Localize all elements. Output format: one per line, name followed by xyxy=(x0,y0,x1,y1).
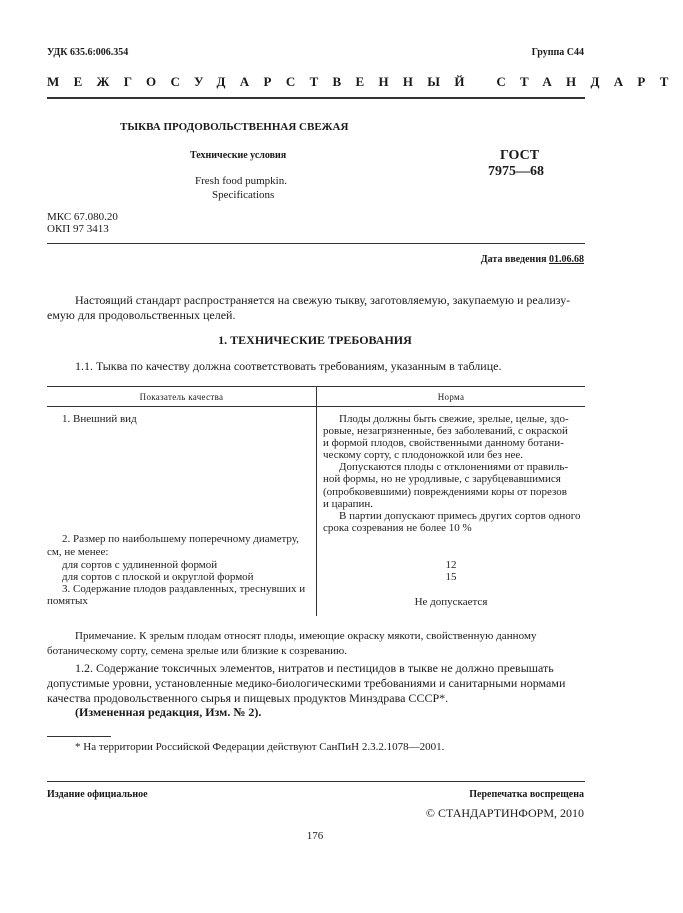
footer-rule xyxy=(47,781,585,782)
row2b-indicator: для сортов с плоской и округлой формой xyxy=(62,571,254,583)
english-title-line2: Specifications xyxy=(212,189,275,201)
mks-code: МКС 67.080.20 xyxy=(47,211,118,223)
row3-norm: Не допускается xyxy=(414,596,488,608)
official-edition: Издание официальное xyxy=(47,789,148,800)
norm-line: и царапин. xyxy=(323,497,374,510)
header-rule xyxy=(47,97,585,99)
note-line2: ботаническому сорту, семена зрелые или близкие к созреванию. xyxy=(47,645,348,657)
english-title-line1: Fresh food pumpkin. xyxy=(195,175,287,187)
norm-line: В партии допускают примесь других сортов одного xyxy=(339,509,581,522)
row3-indicator-line1: 3. Содержание плодов раздавленных, треснувших и xyxy=(62,583,306,595)
norm-line: ной формы, но не уродливые, с зарубцевавшимися xyxy=(323,473,561,486)
row2-indicator-line1: 2. Размер по наибольшему поперечному диаметру, xyxy=(62,533,299,545)
norm-line: ческому сорту, с плодоножкой или без нее. xyxy=(323,449,524,462)
row2-indicator-line2: см, не менее: xyxy=(47,546,109,558)
codes-rule xyxy=(47,243,585,244)
table-header-indicator: Показатель качества xyxy=(139,392,224,402)
gost-label: ГОСТ xyxy=(500,148,540,163)
norm-line: (опробковевшими) повреждениями коры от порезов xyxy=(323,485,567,498)
standard-banner: МЕЖГОСУДАРСТВЕННЫЙ СТАНДАРТ xyxy=(47,74,683,89)
group-code: Группа С44 xyxy=(531,47,584,58)
document-subtitle: Технические условия xyxy=(190,150,287,161)
note-line1: Примечание. К зрелым плодам относят плоды, имеющие окраску мякоти, свойственную данному xyxy=(75,630,537,642)
introduction-date xyxy=(481,254,584,265)
reprint-notice: Перепечатка воспрещена xyxy=(469,789,584,800)
introduction-date-value: 01.06.68 xyxy=(549,254,584,265)
section-1-title: 1. ТЕХНИЧЕСКИЕ ТРЕБОВАНИЯ xyxy=(218,333,412,347)
row2b-norm: 15 xyxy=(445,571,457,583)
table-header-norm: Норма xyxy=(437,392,465,402)
udk-code: УДК 635.6:006.354 xyxy=(47,47,129,58)
footnote: * На территории Российской Федерации действуют СанПиН 2.3.2.1078—2001. xyxy=(75,741,445,753)
norm-line: ровые, незагрязненные, без заболеваний, с окраской xyxy=(323,425,568,438)
clause-1-2-line2: допустимые уровни, установленные медико-биологическими требованиями и санитарными нормами xyxy=(47,676,566,690)
revision-note: (Измененная редакция, Изм. № 2). xyxy=(75,705,262,719)
page-number: 176 xyxy=(306,830,324,842)
row1-indicator: 1. Внешний вид xyxy=(62,413,137,425)
row2a-norm: 12 xyxy=(445,559,457,571)
clause-1-1: 1.1. Тыква по качеству должна соответствовать требованиям, указанным в таблице. xyxy=(75,359,502,373)
footnote-rule xyxy=(47,736,111,737)
intro-line1: Настоящий стандарт распространяется на свежую тыкву, заготовляемую, закупаемую и реализу- xyxy=(75,293,571,307)
clause-1-2-line3: качества продовольственного сырья и пищевых продуктов Минздрава СССР*. xyxy=(47,691,449,705)
table-note xyxy=(47,629,585,659)
row2a-indicator: для сортов с удлиненной формой xyxy=(62,559,218,571)
intro-paragraph xyxy=(47,293,585,323)
norm-line: и формой плодов, свойственными данному ботани- xyxy=(323,437,564,450)
row1-norm xyxy=(323,413,585,534)
table-header-rule xyxy=(47,406,585,407)
introduction-date-label: Дата введения xyxy=(480,254,549,265)
norm-line: Допускаются плоды с отклонениями от правиль- xyxy=(339,461,569,474)
norm-line: Плоды должны быть свежие, зрелые, целые, здо- xyxy=(339,413,569,425)
row3-indicator-line2: помятых xyxy=(47,595,88,607)
document-title: ТЫКВА ПРОДОВОЛЬСТВЕННАЯ СВЕЖАЯ xyxy=(120,121,349,133)
gost-number: 7975—68 xyxy=(488,164,544,179)
clause-1-2 xyxy=(47,661,585,706)
clause-1-2-line1: 1.2. Содержание токсичных элементов, нитратов и пестицидов в тыкве не должно превышать xyxy=(75,661,554,675)
copyright: © СТАНДАРТИНФОРМ, 2010 xyxy=(425,806,584,820)
norm-line: срока созревания не более 10 % xyxy=(323,521,472,534)
intro-line2: емую для продовольственных целей. xyxy=(47,308,236,322)
okp-code: ОКП 97 3413 xyxy=(47,223,109,235)
